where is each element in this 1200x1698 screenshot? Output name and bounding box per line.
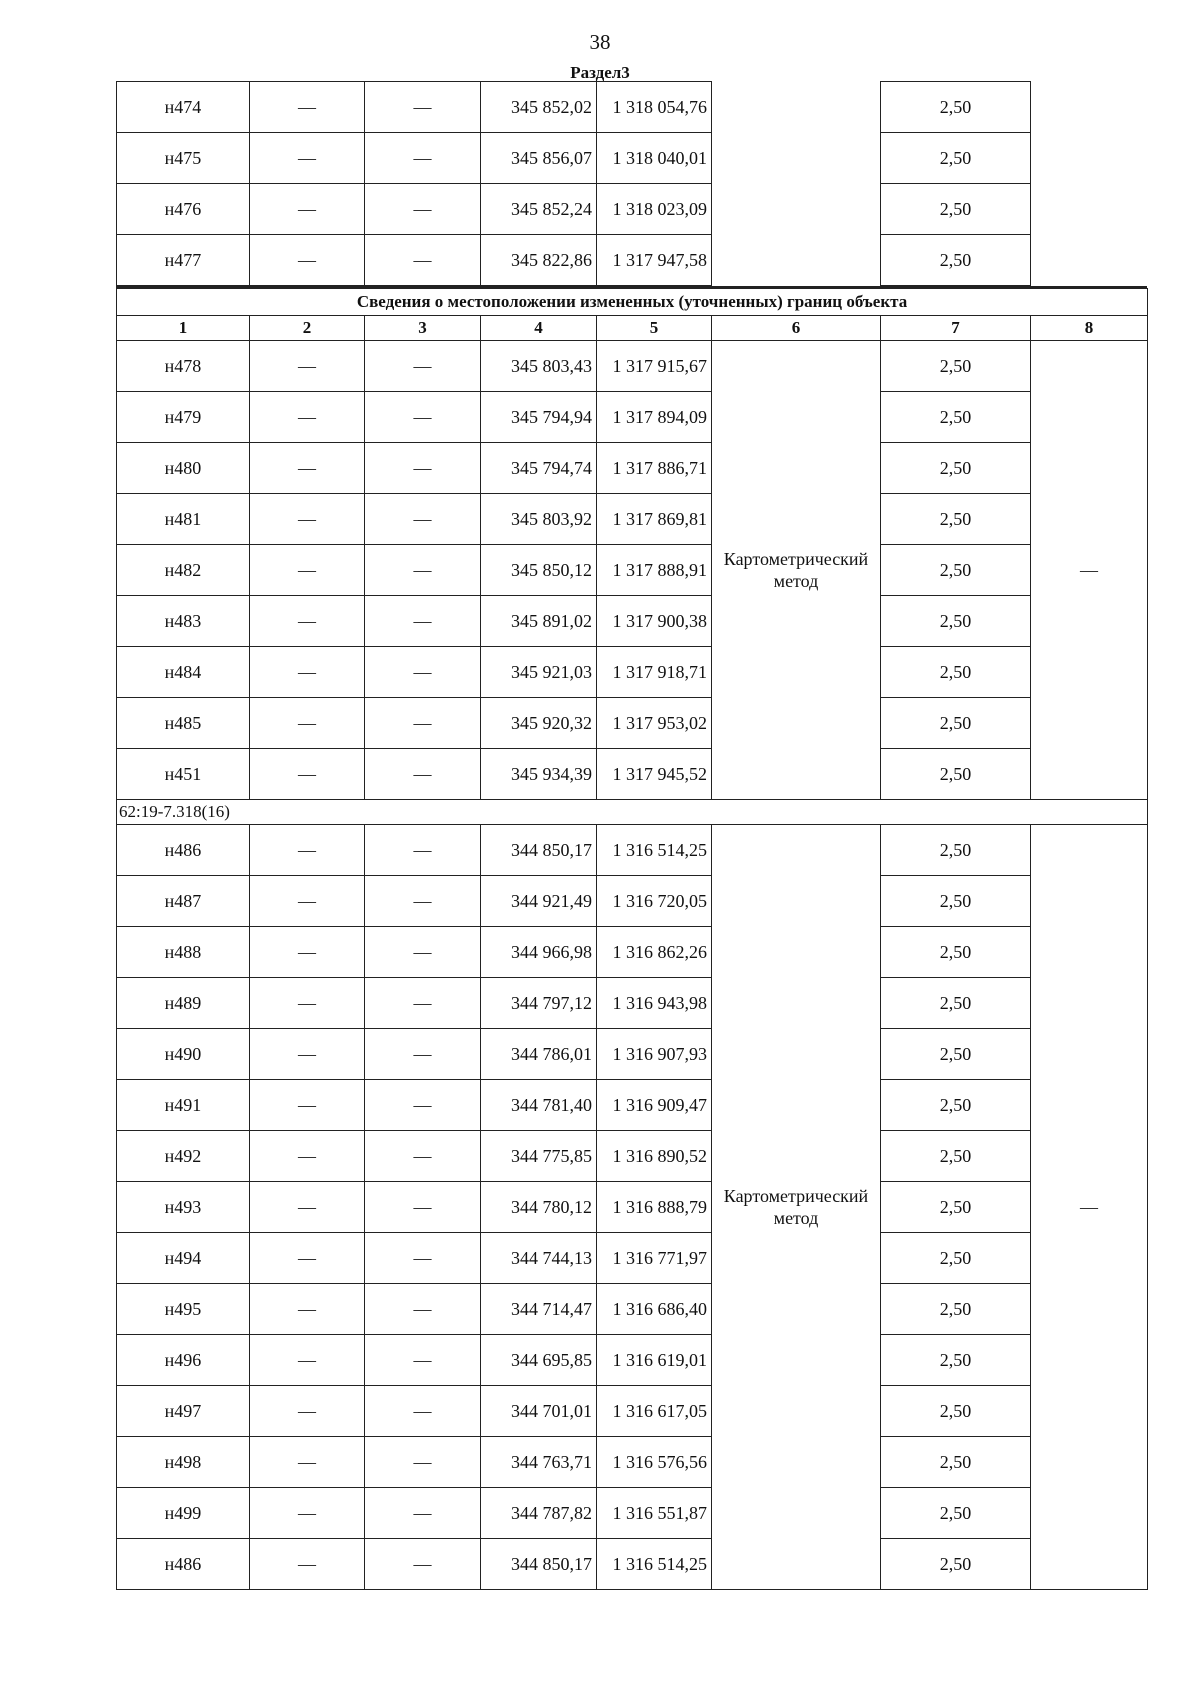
method-cell-empty (712, 184, 881, 235)
col2-cell: — (250, 1080, 365, 1131)
col2-cell: — (250, 1182, 365, 1233)
col3-cell: — (365, 1284, 481, 1335)
precision-cell: 2,50 (881, 647, 1031, 698)
section-heading-row (117, 289, 1148, 316)
table-top-body (117, 82, 1148, 286)
column-number: 8 (1031, 316, 1148, 341)
y-coordinate-cell: 1 316 907,93 (597, 1029, 712, 1080)
table-row (117, 1029, 1148, 1080)
table-row (117, 82, 1148, 133)
point-name-cell: н482 (117, 545, 250, 596)
col3-cell: — (365, 647, 481, 698)
col8-cell-empty (1031, 235, 1148, 286)
column-number: 5 (597, 316, 712, 341)
precision-cell: 2,50 (881, 978, 1031, 1029)
col2-cell: — (250, 82, 365, 133)
point-name-cell: н486 (117, 825, 250, 876)
precision-cell: 2,50 (881, 1182, 1031, 1233)
x-coordinate-cell: 345 803,43 (481, 341, 597, 392)
x-coordinate-cell: 345 921,03 (481, 647, 597, 698)
column-number: 6 (712, 316, 881, 341)
precision-cell: 2,50 (881, 341, 1031, 392)
precision-cell: 2,50 (881, 596, 1031, 647)
y-coordinate-cell: 1 316 514,25 (597, 825, 712, 876)
point-name-cell: н479 (117, 392, 250, 443)
col2-cell: — (250, 341, 365, 392)
x-coordinate-cell: 345 850,12 (481, 545, 597, 596)
col3-cell: — (365, 1233, 481, 1284)
col3-cell: — (365, 927, 481, 978)
column-numbers-row (117, 316, 1148, 341)
point-name-cell: н496 (117, 1335, 250, 1386)
col2-cell: — (250, 927, 365, 978)
col2-cell: — (250, 392, 365, 443)
y-coordinate-cell: 1 316 862,26 (597, 927, 712, 978)
column-number: 2 (250, 316, 365, 341)
precision-cell: 2,50 (881, 1284, 1031, 1335)
precision-cell: 2,50 (881, 1080, 1031, 1131)
point-name-cell: н493 (117, 1182, 250, 1233)
x-coordinate-cell: 344 744,13 (481, 1233, 597, 1284)
table-row (117, 596, 1148, 647)
method-cell-empty (712, 133, 881, 184)
cadastral-number: 62:19-7.318(16) (117, 800, 1148, 825)
precision-cell: 2,50 (881, 494, 1031, 545)
col3-cell: — (365, 825, 481, 876)
x-coordinate-cell: 345 794,94 (481, 392, 597, 443)
precision-cell: 2,50 (881, 133, 1031, 184)
point-name-cell: н498 (117, 1437, 250, 1488)
table-row (117, 1539, 1148, 1590)
precision-cell: 2,50 (881, 749, 1031, 800)
precision-cell: 2,50 (881, 1233, 1031, 1284)
column-number: 3 (365, 316, 481, 341)
x-coordinate-cell: 345 934,39 (481, 749, 597, 800)
precision-cell: 2,50 (881, 1539, 1031, 1590)
x-coordinate-cell: 344 763,71 (481, 1437, 597, 1488)
method-line: Картометрический (723, 1186, 869, 1206)
col2-cell: — (250, 1386, 365, 1437)
coordinates-table-main (116, 288, 1148, 1590)
point-name-cell: н494 (117, 1233, 250, 1284)
col2-cell: — (250, 978, 365, 1029)
x-coordinate-cell: 344 921,49 (481, 876, 597, 927)
section-title: Раздел3 (570, 63, 630, 82)
point-name-cell: н451 (117, 749, 250, 800)
point-name-cell: н487 (117, 876, 250, 927)
precision-cell: 2,50 (881, 545, 1031, 596)
col3-cell: — (365, 341, 481, 392)
col3-cell: — (365, 1437, 481, 1488)
table-row (117, 545, 1148, 596)
y-coordinate-cell: 1 316 551,87 (597, 1488, 712, 1539)
y-coordinate-cell: 1 316 720,05 (597, 876, 712, 927)
col3-cell: — (365, 978, 481, 1029)
y-coordinate-cell: 1 318 040,01 (597, 133, 712, 184)
col2-cell: — (250, 825, 365, 876)
precision-cell: 2,50 (881, 443, 1031, 494)
table-row (117, 494, 1148, 545)
col3-cell: — (365, 392, 481, 443)
column-number: 4 (481, 316, 597, 341)
x-coordinate-cell: 344 714,47 (481, 1284, 597, 1335)
table-row (117, 1131, 1148, 1182)
table-row (117, 876, 1148, 927)
col3-cell: — (365, 82, 481, 133)
table-row (117, 1182, 1148, 1233)
method-cell-empty (712, 82, 881, 133)
col2-cell: — (250, 1488, 365, 1539)
col2-cell: — (250, 494, 365, 545)
point-name-cell: н495 (117, 1284, 250, 1335)
table-row (117, 1488, 1148, 1539)
col2-cell: — (250, 133, 365, 184)
x-coordinate-cell: 344 695,85 (481, 1335, 597, 1386)
table-row (117, 1080, 1148, 1131)
coordinates-table-top (116, 81, 1148, 286)
col3-cell: — (365, 698, 481, 749)
x-coordinate-cell: 344 787,82 (481, 1488, 597, 1539)
point-name-cell: н497 (117, 1386, 250, 1437)
col8-cell-empty (1031, 184, 1148, 235)
table-row (117, 927, 1148, 978)
x-coordinate-cell: 344 701,01 (481, 1386, 597, 1437)
col3-cell: — (365, 749, 481, 800)
x-coordinate-cell: 345 891,02 (481, 596, 597, 647)
precision-cell: 2,50 (881, 927, 1031, 978)
point-name-cell: н489 (117, 978, 250, 1029)
col3-cell: — (365, 235, 481, 286)
table-row (117, 133, 1148, 184)
precision-cell: 2,50 (881, 1437, 1031, 1488)
col3-cell: — (365, 184, 481, 235)
x-coordinate-cell: 345 803,92 (481, 494, 597, 545)
x-coordinate-cell: 345 852,02 (481, 82, 597, 133)
col2-cell: — (250, 184, 365, 235)
column-number: 1 (117, 316, 250, 341)
col8-cell-empty (1031, 133, 1148, 184)
precision-cell: 2,50 (881, 392, 1031, 443)
y-coordinate-cell: 1 317 953,02 (597, 698, 712, 749)
table-row (117, 184, 1148, 235)
table-main-body (117, 289, 1148, 1590)
y-coordinate-cell: 1 317 918,71 (597, 647, 712, 698)
col2-cell: — (250, 1284, 365, 1335)
y-coordinate-cell: 1 316 888,79 (597, 1182, 712, 1233)
precision-cell: 2,50 (881, 235, 1031, 286)
col3-cell: — (365, 443, 481, 494)
point-name-cell: н477 (117, 235, 250, 286)
point-name-cell: н483 (117, 596, 250, 647)
y-coordinate-cell: 1 318 054,76 (597, 82, 712, 133)
y-coordinate-cell: 1 317 915,67 (597, 341, 712, 392)
section-heading: Сведения о местоположении измененных (уточненных) границ объекта (117, 289, 1148, 316)
col8-cell: — (1031, 341, 1148, 800)
method-line: метод (773, 571, 819, 591)
col2-cell: — (250, 545, 365, 596)
point-name-cell: н491 (117, 1080, 250, 1131)
x-coordinate-cell: 344 966,98 (481, 927, 597, 978)
point-name-cell: н490 (117, 1029, 250, 1080)
x-coordinate-cell: 344 781,40 (481, 1080, 597, 1131)
x-coordinate-cell: 345 852,24 (481, 184, 597, 235)
col3-cell: — (365, 1131, 481, 1182)
col3-cell: — (365, 596, 481, 647)
col3-cell: — (365, 494, 481, 545)
precision-cell: 2,50 (881, 825, 1031, 876)
y-coordinate-cell: 1 317 894,09 (597, 392, 712, 443)
y-coordinate-cell: 1 316 619,01 (597, 1335, 712, 1386)
x-coordinate-cell: 344 780,12 (481, 1182, 597, 1233)
col2-cell: — (250, 1233, 365, 1284)
table-row (117, 825, 1148, 876)
table-row (117, 1335, 1148, 1386)
col2-cell: — (250, 1029, 365, 1080)
method-line: Картометрический (723, 549, 869, 569)
x-coordinate-cell: 344 850,17 (481, 825, 597, 876)
y-coordinate-cell: 1 317 869,81 (597, 494, 712, 545)
col3-cell: — (365, 876, 481, 927)
y-coordinate-cell: 1 317 947,58 (597, 235, 712, 286)
y-coordinate-cell: 1 316 514,25 (597, 1539, 712, 1590)
col3-cell: — (365, 1080, 481, 1131)
table-row (117, 1386, 1148, 1437)
table-row (117, 392, 1148, 443)
point-name-cell: н474 (117, 82, 250, 133)
y-coordinate-cell: 1 318 023,09 (597, 184, 712, 235)
y-coordinate-cell: 1 316 890,52 (597, 1131, 712, 1182)
y-coordinate-cell: 1 317 886,71 (597, 443, 712, 494)
table-row (117, 443, 1148, 494)
x-coordinate-cell: 345 920,32 (481, 698, 597, 749)
col2-cell: — (250, 1437, 365, 1488)
method-line: метод (773, 1208, 819, 1228)
x-coordinate-cell: 345 822,86 (481, 235, 597, 286)
point-name-cell: н478 (117, 341, 250, 392)
precision-cell: 2,50 (881, 82, 1031, 133)
point-name-cell: н488 (117, 927, 250, 978)
x-coordinate-cell: 344 797,12 (481, 978, 597, 1029)
table-row (117, 647, 1148, 698)
col8-cell-empty (1031, 82, 1148, 133)
x-coordinate-cell: 345 794,74 (481, 443, 597, 494)
precision-cell: 2,50 (881, 184, 1031, 235)
page-number: 38 (589, 30, 611, 54)
col8-cell: — (1031, 825, 1148, 1590)
y-coordinate-cell: 1 316 576,56 (597, 1437, 712, 1488)
point-name-cell: н475 (117, 133, 250, 184)
col3-cell: — (365, 1182, 481, 1233)
y-coordinate-cell: 1 317 945,52 (597, 749, 712, 800)
precision-cell: 2,50 (881, 1335, 1031, 1386)
col3-cell: — (365, 1539, 481, 1590)
col2-cell: — (250, 698, 365, 749)
precision-cell: 2,50 (881, 698, 1031, 749)
point-name-cell: н492 (117, 1131, 250, 1182)
x-coordinate-cell: 344 850,17 (481, 1539, 597, 1590)
col3-cell: — (365, 1029, 481, 1080)
col2-cell: — (250, 443, 365, 494)
precision-cell: 2,50 (881, 1488, 1031, 1539)
point-name-cell: н485 (117, 698, 250, 749)
x-coordinate-cell: 344 786,01 (481, 1029, 597, 1080)
col2-cell: — (250, 235, 365, 286)
y-coordinate-cell: 1 316 617,05 (597, 1386, 712, 1437)
table-row (117, 1437, 1148, 1488)
point-name-cell: н499 (117, 1488, 250, 1539)
precision-cell: 2,50 (881, 1131, 1031, 1182)
precision-cell: 2,50 (881, 1029, 1031, 1080)
y-coordinate-cell: 1 316 909,47 (597, 1080, 712, 1131)
col3-cell: — (365, 1335, 481, 1386)
col3-cell: — (365, 1488, 481, 1539)
col2-cell: — (250, 749, 365, 800)
col2-cell: — (250, 1131, 365, 1182)
method-cell-empty (712, 235, 881, 286)
table-row (117, 749, 1148, 800)
point-name-cell: н484 (117, 647, 250, 698)
table-row (117, 1284, 1148, 1335)
table-row (117, 978, 1148, 1029)
point-name-cell: н481 (117, 494, 250, 545)
point-name-cell: н486 (117, 1539, 250, 1590)
method-cell (712, 825, 881, 1590)
table-row (117, 341, 1148, 392)
y-coordinate-cell: 1 317 900,38 (597, 596, 712, 647)
y-coordinate-cell: 1 316 943,98 (597, 978, 712, 1029)
x-coordinate-cell: 345 856,07 (481, 133, 597, 184)
table-row (117, 235, 1148, 286)
col3-cell: — (365, 545, 481, 596)
col2-cell: — (250, 1335, 365, 1386)
col2-cell: — (250, 876, 365, 927)
y-coordinate-cell: 1 316 686,40 (597, 1284, 712, 1335)
precision-cell: 2,50 (881, 876, 1031, 927)
col3-cell: — (365, 133, 481, 184)
y-coordinate-cell: 1 316 771,97 (597, 1233, 712, 1284)
point-name-cell: н480 (117, 443, 250, 494)
method-cell (712, 341, 881, 800)
column-number: 7 (881, 316, 1031, 341)
precision-cell: 2,50 (881, 1386, 1031, 1437)
table-row (117, 698, 1148, 749)
col2-cell: — (250, 647, 365, 698)
col3-cell: — (365, 1386, 481, 1437)
point-name-cell: н476 (117, 184, 250, 235)
x-coordinate-cell: 344 775,85 (481, 1131, 597, 1182)
cadastral-number-row (117, 800, 1148, 825)
col2-cell: — (250, 596, 365, 647)
y-coordinate-cell: 1 317 888,91 (597, 545, 712, 596)
col2-cell: — (250, 1539, 365, 1590)
table-row (117, 1233, 1148, 1284)
